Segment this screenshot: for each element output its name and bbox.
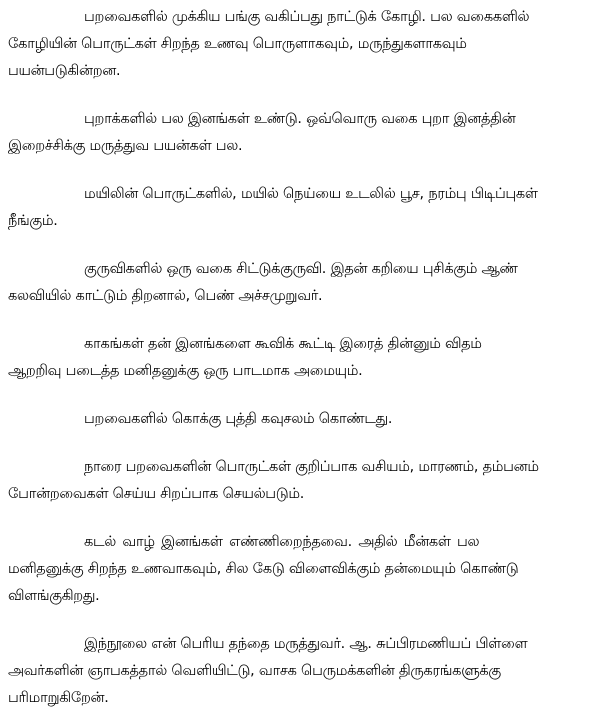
paragraph-line: அவர்களின் ஞாபகத்தால் வெளியிட்டு, வாசக பெருமக்களின் திருகரங்களுக்கு (8, 663, 501, 679)
paragraph-line: இந்நூலை என் பெரிய தந்தை மருத்துவர். ஆ. சுப்பிரமணியப் பிள்ளை (84, 636, 528, 652)
paragraph-stork (8, 454, 594, 508)
paragraph-line: இறைச்சிக்கு மருத்துவ பயன்கள் பல. (8, 138, 243, 154)
paragraph-crows (8, 331, 594, 385)
paragraph-crane (8, 406, 594, 433)
paragraph-line: கோழியின் பொருட்கள் சிறந்த உணவு பொருளாகவும், மருந்துகளாகவும் (8, 36, 467, 52)
paragraph-line: மனிதனுக்கு சிறந்த உணவாகவும், சில கேடு விளைவிக்கும் தன்மையும் கொண்டு (8, 561, 519, 577)
paragraph-line: மயிலின் பொருட்களில், மயில் நெய்யை உடலில் பூச, நரம்பு பிடிப்புகள் (84, 186, 538, 202)
paragraph-pigeons (8, 106, 594, 160)
paragraph-line: காகங்கள் தன் இனங்களை கூவிக் கூட்டி இரைத் தின்னும் விதம் (84, 336, 482, 352)
paragraph-sea-creatures (8, 529, 594, 610)
paragraph-line: பயன்படுகின்றன. (8, 63, 121, 79)
paragraph-line: கலவியில் காட்டும் திறனால், பெண் அச்சமுறுவர். (8, 288, 323, 304)
paragraph-line: புறாக்களில் பல இனங்கள் உண்டு. ஒவ்வொரு வகை புறா இனத்தின் (84, 111, 516, 127)
paragraph-line: பரிமாறுகிறேன். (8, 690, 109, 706)
paragraph-line: பறவைகளில் முக்கிய பங்கு வகிப்பது நாட்டுக் கோழி. பல வகைகளில் (84, 9, 530, 25)
paragraph-birds-chicken (8, 4, 594, 85)
paragraph-sparrow (8, 256, 594, 310)
paragraph-line: கடல் வாழ் இனங்கள் எண்ணிறைந்தவை. அதில் மீன்கள் பல (84, 534, 480, 550)
paragraph-line: பறவைகளில் கொக்கு புத்தி கவுசலம் கொண்டது. (84, 411, 393, 427)
paragraph-line: ஆறறிவு படைத்த மனிதனுக்கு ஒரு பாடமாக அமையும். (8, 363, 363, 379)
paragraph-dedication (8, 631, 594, 712)
paragraph-line: நீங்கும். (8, 213, 58, 229)
paragraph-line: போன்றவைகள் செய்ய சிறப்பாக செயல்படும். (8, 486, 305, 502)
paragraph-line: நாரை பறவைகளின் பொருட்கள் குறிப்பாக வசியம், மாரணம், தம்பனம் (84, 459, 539, 475)
paragraph-line: விளங்குகிறது. (8, 588, 100, 604)
paragraph-peacock (8, 181, 594, 235)
paragraph-line: குருவிகளில் ஒரு வகை சிட்டுக்குருவி. இதன் கறியை புசிக்கும் ஆண் (84, 261, 518, 277)
